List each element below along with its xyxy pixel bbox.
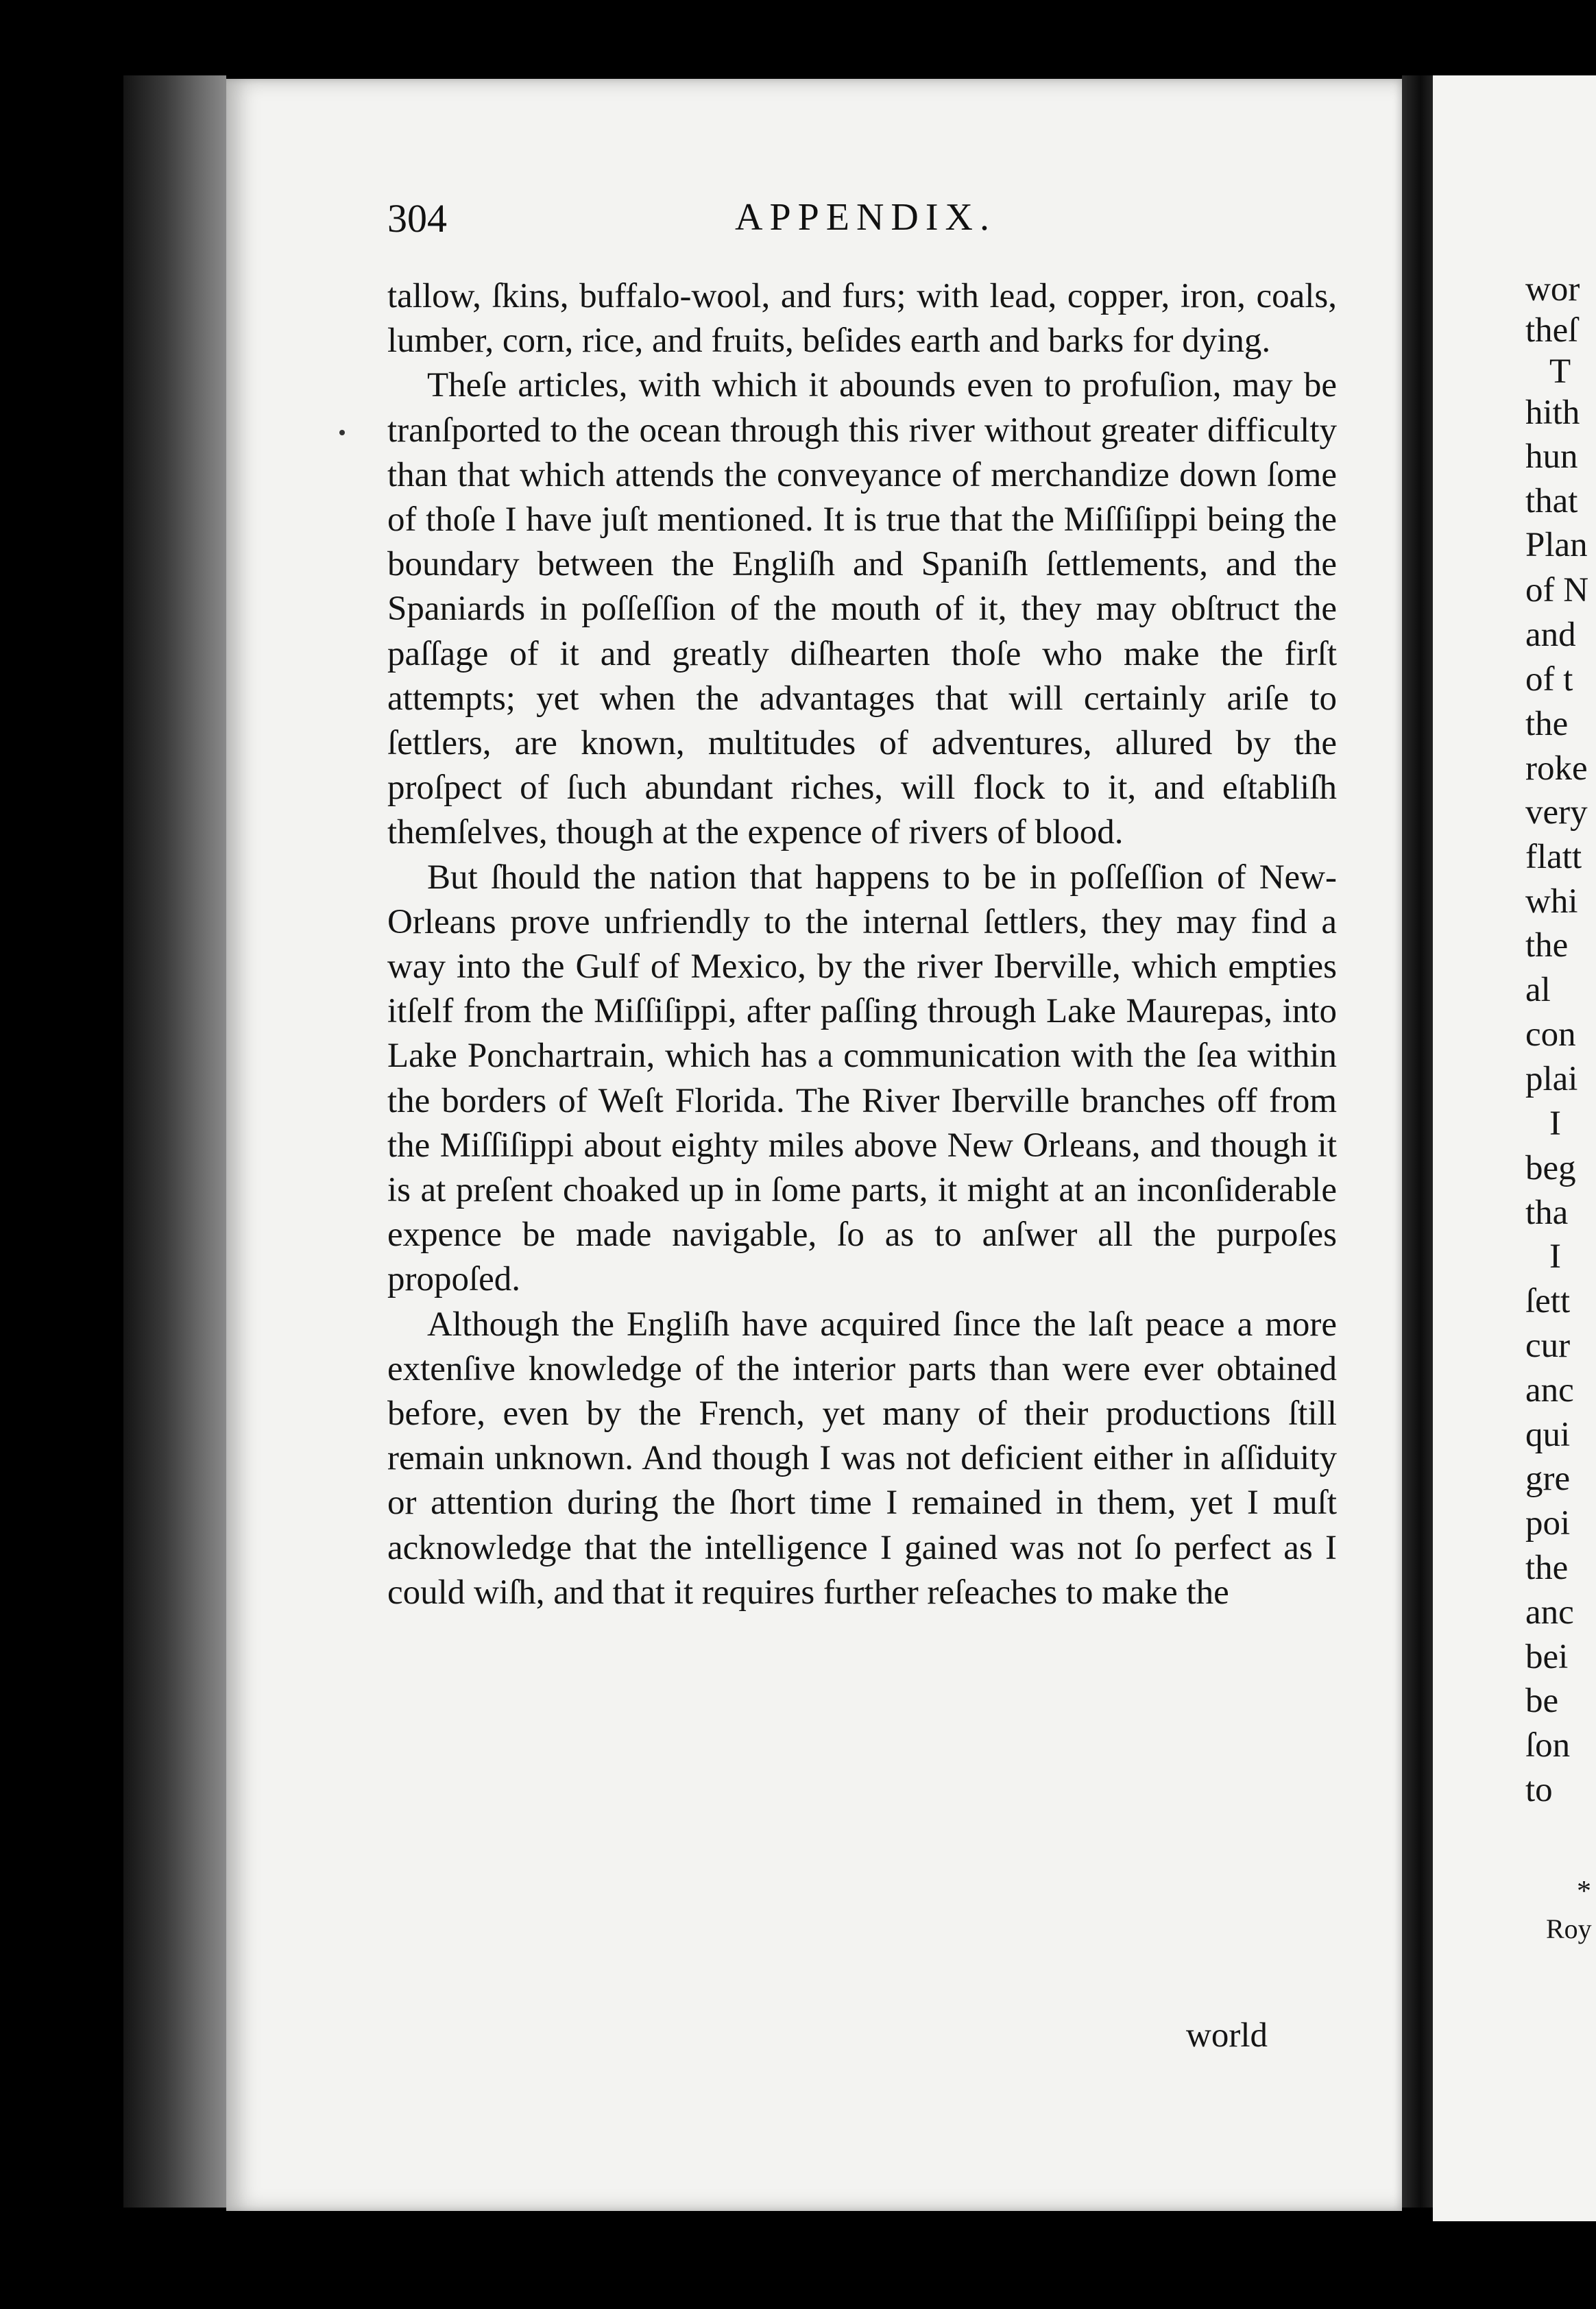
facing-page-fragment: cur — [1525, 1327, 1571, 1365]
facing-page-fragment: bei — [1525, 1638, 1569, 1676]
facing-page-fragment: ſon — [1525, 1726, 1571, 1765]
facing-page-fragment: beg — [1525, 1149, 1576, 1187]
facing-page-fragment: T — [1549, 352, 1571, 391]
facing-page-fragment: Plan — [1525, 526, 1588, 564]
page-number: 304 — [387, 196, 447, 241]
facing-page-fragment: tha — [1525, 1194, 1569, 1232]
facing-page-fragment: hith — [1525, 394, 1580, 432]
facing-page-fragment: poi — [1525, 1504, 1571, 1543]
facing-page — [1433, 75, 1596, 2221]
facing-page-fragment: theſ — [1525, 311, 1578, 350]
facing-page-fragment: I — [1549, 1104, 1561, 1143]
facing-page-fragment: be — [1525, 1682, 1559, 1720]
running-title: APPENDIX. — [735, 196, 996, 239]
book-gutter — [1402, 75, 1433, 2208]
facing-page-fragment: anc — [1525, 1593, 1574, 1632]
facing-page-fragment: anc — [1525, 1371, 1574, 1410]
facing-page-fragment: to — [1525, 1771, 1553, 1809]
running-header — [387, 195, 1344, 250]
body-text — [387, 274, 1337, 1615]
facing-page-fragment: gre — [1525, 1460, 1571, 1498]
left-page-edge — [123, 75, 226, 2208]
facing-page-fragment: of N — [1525, 571, 1589, 609]
facing-page-fragment: * — [1577, 1876, 1591, 1907]
facing-page-fragment: whi — [1525, 882, 1578, 921]
facing-page-fragment: con — [1525, 1015, 1576, 1054]
facing-page-fragment: Roy — [1546, 1913, 1592, 1944]
facing-page-fragment: of t — [1525, 660, 1573, 699]
facing-page-fragment: I — [1549, 1237, 1561, 1276]
facing-page-fragment: qui — [1525, 1416, 1571, 1454]
paragraph: Theſe articles, with which it abounds even to profuſion, may be tranſported to the ocean through this river without greater difficulty than that which attends the conveyance of merchandize down ſome of thoſe I have juſt mentioned. It is true that the Miſſiſippi being the boundary between the Engliſh and Spaniſh ſettlements, and the Spaniards in poſſeſſion of the mouth of it, they may obſtruct the paſſage of it and greatly diſhearten thoſe who make the firſt attempts; yet when the advantages that will certainly ariſe to ſettlers, are known, multitudes of adventures, allured by the proſpect of ſuch abundant riches, will flock to it, and eſtabliſh themſelves, though at the expence of rivers of blood. — [387, 366, 1337, 852]
facing-page-fragment: plai — [1525, 1060, 1578, 1098]
facing-page-fragment: hun — [1525, 437, 1578, 476]
facing-page-fragment: and — [1525, 616, 1576, 654]
facing-page-fragment: flatt — [1525, 838, 1582, 876]
paragraph-continued: tallow, ſkins, buffalo-wool, and furs; with lead, copper, iron, coals, lumber, corn, rice, and fruits, beſides earth and barks for dying. — [387, 277, 1337, 361]
facing-page-fragment: the — [1525, 1549, 1569, 1587]
facing-page-fragment: very — [1525, 793, 1588, 832]
facing-page-fragment: the — [1525, 926, 1569, 965]
margin-mark — [339, 430, 345, 435]
facing-page-fragment: al — [1525, 971, 1551, 1009]
facing-page-fragment: the — [1525, 705, 1569, 743]
facing-page-fragment: that — [1525, 482, 1578, 520]
paragraph: Although the Engliſh have acquired ſince the laſt peace a more extenſive knowledge of the interior parts than were ever obtained before, even by the French, yet many of their productions ſtill remain unknown. And though I was not deficient either in aſſiduity or attention during the ſhort time I remained in them, yet I muſt acknowledge that the intelligence I gained was not ſo perfect as I could wiſh, and that it requires further reſeaches to make the — [387, 1305, 1337, 1612]
facing-page-fragment: wor — [1525, 270, 1580, 309]
facing-page-fragment: roke — [1525, 749, 1588, 788]
catchword: world — [1186, 2016, 1268, 2055]
facing-page-fragment: ſett — [1525, 1282, 1571, 1320]
paragraph: But ſhould the nation that happens to be in poſſeſſion of New-Orleans prove unfriendly to the internal ſettlers, they may find a way into the Gulf of Mexico, by the river Iberville, which empties itſelf from the Miſſiſippi, after paſſing through Lake Maurepas, into Lake Ponchartrain, which has a communication with the ſea within the borders of Weſt Florida. The River Iberville branches off from the Miſſiſippi about eighty miles above New Orleans, and though it is at preſent choaked up in ſome parts, it might at an inconſiderable expence be made navigable, ſo as to anſwer all the purpoſes propoſed. — [387, 858, 1337, 1299]
